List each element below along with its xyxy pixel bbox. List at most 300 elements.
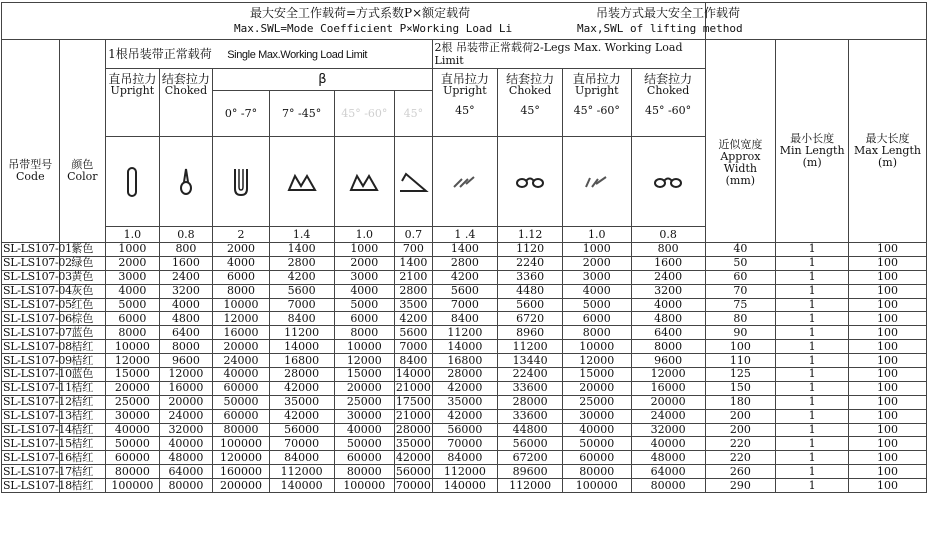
value-cell: 4000 xyxy=(159,298,213,312)
value-cell: 180 xyxy=(705,395,776,409)
value-cell: 20000 xyxy=(159,395,213,409)
value-cell: 4000 xyxy=(562,284,631,298)
value-cell: 2800 xyxy=(269,256,334,270)
code-header-cn: 吊带型号 xyxy=(8,158,53,171)
title-right-en: Max,SWL of lifting method xyxy=(577,22,743,35)
value-cell: 3200 xyxy=(159,284,213,298)
color-cell: 棕色 xyxy=(59,312,105,326)
value-cell: 220 xyxy=(705,437,776,451)
d-upright2-angle: 45° -60° xyxy=(573,104,620,117)
value-cell: 4200 xyxy=(432,270,498,284)
code-cell: SL-LS107-02 xyxy=(3,256,72,270)
value-cell: 100000 xyxy=(213,437,270,451)
color-cell: 桔红 xyxy=(59,437,105,451)
value-cell: 4000 xyxy=(213,256,270,270)
value-cell: 3200 xyxy=(631,284,705,298)
value-cell: 84000 xyxy=(432,451,498,465)
value-cell: 20000 xyxy=(334,381,395,395)
code-cell: SL-LS107-16 xyxy=(3,450,72,464)
value-cell: 5600 xyxy=(432,284,498,298)
value-cell: 90 xyxy=(705,326,776,340)
value-cell: 100 xyxy=(849,354,927,368)
code-cell: SL-LS107-10 xyxy=(3,367,72,381)
value-cell: 80000 xyxy=(213,423,270,437)
value-cell: 10000 xyxy=(334,340,395,354)
value-cell: 100 xyxy=(849,312,927,326)
value-cell: 14000 xyxy=(395,367,431,381)
table-row xyxy=(2,465,927,479)
value-cell: 1400 xyxy=(395,256,432,270)
color-header-en: Color xyxy=(67,170,98,183)
coefficient-cell: 1.12 xyxy=(498,227,563,243)
value-cell: 10000 xyxy=(562,340,631,354)
d-choked-en: Choked xyxy=(508,84,552,97)
coefficient-cell: 1.4 xyxy=(269,227,334,243)
value-cell: 40000 xyxy=(106,423,160,437)
value-cell: 260 xyxy=(705,465,776,479)
table-row xyxy=(2,270,927,284)
value-cell: 140000 xyxy=(269,479,334,493)
coefficient-cell: 1 .4 xyxy=(432,227,498,243)
value-cell: 100 xyxy=(849,465,927,479)
min-en: Min Length xyxy=(779,144,845,157)
d-choked2-header xyxy=(631,69,705,137)
value-cell: 1 xyxy=(776,381,849,395)
min-unit: (m) xyxy=(802,156,822,169)
value-cell: 17500 xyxy=(395,395,431,409)
value-cell: 140000 xyxy=(432,479,498,493)
max-cn: 最大长度 xyxy=(865,132,910,145)
value-cell: 25000 xyxy=(562,395,631,409)
value-cell: 1 xyxy=(776,284,849,298)
value-cell: 1 xyxy=(776,409,849,423)
value-cell: 42000 xyxy=(269,409,334,423)
code-cell: SL-LS107-15 xyxy=(3,436,72,450)
group-header-row xyxy=(2,40,927,69)
table-body xyxy=(2,243,927,493)
basket-wide-icon xyxy=(395,137,432,227)
double-load-title: 2根 吊装带正常载荷2-Legs Max. Working Load Limit xyxy=(434,41,683,67)
value-cell: 125 xyxy=(705,368,776,382)
d-choked2-angle: 45° -60° xyxy=(644,104,692,117)
value-cell: 48000 xyxy=(159,451,213,465)
color-cell: 桔红 xyxy=(59,409,105,423)
value-cell: 100 xyxy=(849,298,927,312)
value-cell: 4000 xyxy=(106,284,160,298)
sling-load-table xyxy=(1,2,927,493)
coefficient-cell: 1.0 xyxy=(562,227,631,243)
value-cell: 160000 xyxy=(213,465,270,479)
value-cell: 100 xyxy=(849,284,927,298)
table-row xyxy=(2,395,927,409)
value-cell: 42000 xyxy=(432,409,498,423)
value-cell: 1 xyxy=(776,354,849,368)
value-cell: 8000 xyxy=(159,340,213,354)
value-cell: 40000 xyxy=(213,368,270,382)
value-cell: 2100 xyxy=(395,270,432,284)
choked-sling-icon xyxy=(159,137,213,227)
value-cell: 16800 xyxy=(269,354,334,368)
value-cell: 8000 xyxy=(631,340,705,354)
value-cell: 5600 xyxy=(498,298,563,312)
min-length-header xyxy=(776,40,849,243)
value-cell: 14000 xyxy=(269,340,334,354)
value-cell: 70000 xyxy=(432,437,498,451)
table-row xyxy=(2,437,927,451)
value-cell: 75 xyxy=(705,298,776,312)
value-cell: 56000 xyxy=(395,464,431,478)
value-cell: 1 xyxy=(776,479,849,493)
value-cell: 12000 xyxy=(631,368,705,382)
d-choked2-en: Choked xyxy=(646,84,690,97)
value-cell: 33600 xyxy=(498,381,563,395)
value-cell: 35000 xyxy=(432,395,498,409)
value-cell: 11200 xyxy=(432,326,498,340)
value-cell: 6400 xyxy=(631,326,705,340)
value-cell: 6000 xyxy=(334,312,395,326)
coefficient-cell: 0.8 xyxy=(159,227,213,243)
value-cell: 42000 xyxy=(395,450,431,464)
value-cell: 16800 xyxy=(432,354,498,368)
value-cell: 100 xyxy=(849,340,927,354)
code-cell: SL-LS107-03 xyxy=(3,270,72,284)
value-cell: 42000 xyxy=(269,381,334,395)
value-cell: 5000 xyxy=(106,298,160,312)
color-cell: 蓝色 xyxy=(59,326,105,340)
value-cell: 3000 xyxy=(106,270,160,284)
upright-sling-icon xyxy=(106,137,160,227)
value-cell: 2800 xyxy=(395,284,432,298)
value-cell: 12000 xyxy=(334,354,395,368)
value-cell: 40000 xyxy=(631,437,705,451)
d-choked2-cn: 结套拉力 xyxy=(644,72,693,86)
code-header xyxy=(2,40,60,243)
color-cell: 桔红 xyxy=(59,465,105,479)
code-header-en: Code xyxy=(16,170,45,183)
single-load-cn: 1根吊装带正常载荷 xyxy=(108,46,212,61)
value-cell: 200 xyxy=(705,409,776,423)
table-row xyxy=(2,284,927,298)
color-cell: 紫色 xyxy=(59,243,105,257)
value-cell: 1600 xyxy=(631,256,705,270)
color-cell: 桔红 xyxy=(59,395,105,409)
value-cell: 35000 xyxy=(395,436,431,450)
value-cell: 2000 xyxy=(334,256,395,270)
value-cell: 50000 xyxy=(562,437,631,451)
coefficient-cell: 1.0 xyxy=(334,227,395,243)
value-cell: 4200 xyxy=(395,312,432,326)
value-cell: 1000 xyxy=(334,243,395,257)
value-cell: 100000 xyxy=(106,479,160,493)
value-cell: 100 xyxy=(849,326,927,340)
d-upright-angle: 45° xyxy=(455,104,475,117)
value-cell: 56000 xyxy=(269,423,334,437)
value-cell: 40000 xyxy=(334,423,395,437)
width-cn: 近似宽度 xyxy=(718,138,763,151)
single-load-header xyxy=(106,40,432,69)
value-cell: 67200 xyxy=(498,451,563,465)
code-cell: SL-LS107-07 xyxy=(3,325,72,339)
table-row xyxy=(2,354,927,368)
value-cell: 12000 xyxy=(159,368,213,382)
value-cell: 1600 xyxy=(159,256,213,270)
angle-45-60: 45° -60° xyxy=(334,91,395,137)
upright-cn: 直吊拉力 xyxy=(108,72,157,86)
value-cell: 80000 xyxy=(334,465,395,479)
value-cell: 100 xyxy=(849,423,927,437)
value-cell: 8000 xyxy=(562,326,631,340)
table-row xyxy=(2,423,927,437)
color-cell: 绿色 xyxy=(59,256,105,270)
table-row xyxy=(2,479,927,493)
value-cell: 1120 xyxy=(498,243,563,257)
code-cell: SL-LS107-04 xyxy=(3,284,72,298)
table-row xyxy=(2,381,927,395)
d-upright2-header xyxy=(562,69,631,137)
code-cell: SL-LS107-14 xyxy=(3,423,72,437)
value-cell: 24000 xyxy=(159,409,213,423)
color-cell: 桔红 xyxy=(59,423,105,437)
d-upright2-cn: 直吊拉力 xyxy=(572,72,621,86)
value-cell: 1 xyxy=(776,437,849,451)
value-cell: 100 xyxy=(849,381,927,395)
color-header xyxy=(59,40,105,243)
value-cell: 8400 xyxy=(432,312,498,326)
value-cell: 12000 xyxy=(106,354,160,368)
code-cell: SL-LS107-17 xyxy=(3,464,72,478)
table-row xyxy=(2,312,927,326)
value-cell: 8000 xyxy=(106,326,160,340)
value-cell: 28000 xyxy=(395,423,431,437)
color-cell: 红色 xyxy=(59,298,105,312)
color-cell: 桔红 xyxy=(59,354,105,368)
value-cell: 100 xyxy=(849,479,927,493)
value-cell: 1 xyxy=(776,340,849,354)
value-cell: 8400 xyxy=(395,354,432,368)
value-cell: 13440 xyxy=(498,354,563,368)
value-cell: 2400 xyxy=(631,270,705,284)
value-cell: 4480 xyxy=(498,284,563,298)
value-cell: 60000 xyxy=(106,451,160,465)
value-cell: 60000 xyxy=(562,451,631,465)
value-cell: 12000 xyxy=(562,354,631,368)
value-cell: 1 xyxy=(776,298,849,312)
value-cell: 28000 xyxy=(432,368,498,382)
single-load-en: Single Max.Working Load Limit xyxy=(227,48,368,61)
coefficient-cell: 0.8 xyxy=(631,227,705,243)
color-cell: 桔红 xyxy=(59,381,105,395)
value-cell: 2000 xyxy=(106,256,160,270)
value-cell: 4000 xyxy=(631,298,705,312)
value-cell: 60000 xyxy=(213,409,270,423)
value-cell: 4800 xyxy=(631,312,705,326)
title-row xyxy=(2,3,927,40)
value-cell: 1 xyxy=(776,368,849,382)
title-right-cn: 吊装方式最大安全工作载荷 xyxy=(596,6,741,20)
value-cell: 64000 xyxy=(631,465,705,479)
coefficient-cell: 2 xyxy=(213,227,270,243)
d-choked-cn: 结套拉力 xyxy=(506,72,555,86)
value-cell: 220 xyxy=(705,451,776,465)
choked-cn: 结套拉力 xyxy=(161,72,210,86)
value-cell: 6720 xyxy=(498,312,563,326)
value-cell: 8000 xyxy=(334,326,395,340)
value-cell: 16000 xyxy=(159,381,213,395)
table-row xyxy=(2,326,927,340)
value-cell: 120000 xyxy=(213,451,270,465)
value-cell: 21000 xyxy=(395,381,431,395)
value-cell: 100 xyxy=(849,409,927,423)
value-cell: 200000 xyxy=(213,479,270,493)
value-cell: 12000 xyxy=(213,312,270,326)
value-cell: 30000 xyxy=(106,409,160,423)
value-cell: 1 xyxy=(776,465,849,479)
width-unit: (mm) xyxy=(725,174,756,187)
value-cell: 25000 xyxy=(106,395,160,409)
value-cell: 5000 xyxy=(334,298,395,312)
value-cell: 100 xyxy=(849,395,927,409)
value-cell: 30000 xyxy=(334,409,395,423)
color-cell: 灰色 xyxy=(59,284,105,298)
value-cell: 100 xyxy=(849,437,927,451)
max-unit: (m) xyxy=(878,156,898,169)
angle-7-45: 7° -45° xyxy=(269,91,334,137)
value-cell: 80 xyxy=(705,312,776,326)
value-cell: 100 xyxy=(705,340,776,354)
d-upright2-en: Upright xyxy=(574,84,619,97)
value-cell: 35000 xyxy=(269,395,334,409)
width-header xyxy=(705,40,776,243)
table-row xyxy=(2,243,927,257)
value-cell: 1 xyxy=(776,451,849,465)
value-cell: 150 xyxy=(705,381,776,395)
value-cell: 9600 xyxy=(631,354,705,368)
color-cell: 桔红 xyxy=(59,479,105,493)
value-cell: 100 xyxy=(849,270,927,284)
value-cell: 3500 xyxy=(395,298,432,312)
value-cell: 4200 xyxy=(269,270,334,284)
value-cell: 4800 xyxy=(159,312,213,326)
value-cell: 7000 xyxy=(432,298,498,312)
value-cell: 112000 xyxy=(498,479,563,493)
value-cell: 800 xyxy=(631,243,705,257)
value-cell: 100 xyxy=(849,451,927,465)
value-cell: 1 xyxy=(776,270,849,284)
value-cell: 1000 xyxy=(562,243,631,257)
color-cell: 桔红 xyxy=(59,340,105,354)
value-cell: 1 xyxy=(776,423,849,437)
value-cell: 20000 xyxy=(213,340,270,354)
value-cell: 50000 xyxy=(334,437,395,451)
value-cell: 10000 xyxy=(106,340,160,354)
value-cell: 28000 xyxy=(498,395,563,409)
value-cell: 290 xyxy=(705,479,776,493)
table-row xyxy=(2,256,927,270)
angle-45: 45° xyxy=(395,91,432,137)
value-cell: 6000 xyxy=(106,312,160,326)
value-cell: 50000 xyxy=(106,437,160,451)
value-cell: 20000 xyxy=(562,381,631,395)
code-cell: SL-LS107-01 xyxy=(3,242,72,256)
double-load-header xyxy=(432,40,705,69)
value-cell: 6000 xyxy=(213,270,270,284)
coefficient-cell: 1.0 xyxy=(106,227,160,243)
value-cell: 6000 xyxy=(562,312,631,326)
value-cell: 70000 xyxy=(269,437,334,451)
value-cell: 20000 xyxy=(106,381,160,395)
max-en: Max Length xyxy=(854,144,921,157)
choked-header xyxy=(159,69,213,137)
value-cell: 40 xyxy=(705,243,776,257)
value-cell: 8400 xyxy=(269,312,334,326)
value-cell: 60000 xyxy=(334,451,395,465)
value-cell: 1000 xyxy=(106,243,160,257)
d-choked-header xyxy=(498,69,563,137)
value-cell: 15000 xyxy=(562,368,631,382)
value-cell: 40000 xyxy=(159,437,213,451)
value-cell: 24000 xyxy=(213,354,270,368)
basket-angle-icon xyxy=(334,137,395,227)
code-cell: SL-LS107-11 xyxy=(3,381,72,395)
upright-header xyxy=(106,69,160,137)
value-cell: 112000 xyxy=(432,465,498,479)
value-cell: 42000 xyxy=(432,381,498,395)
code-cell: SL-LS107-08 xyxy=(3,339,72,353)
value-cell: 7000 xyxy=(395,340,432,354)
value-cell: 15000 xyxy=(106,368,160,382)
value-cell: 11200 xyxy=(269,326,334,340)
value-cell: 4000 xyxy=(334,284,395,298)
value-cell: 3000 xyxy=(334,270,395,284)
two-leg-icon xyxy=(432,137,498,227)
value-cell: 3000 xyxy=(562,270,631,284)
value-cell: 20000 xyxy=(631,395,705,409)
value-cell: 100 xyxy=(849,256,927,270)
value-cell: 200 xyxy=(705,423,776,437)
value-cell: 32000 xyxy=(159,423,213,437)
table-row xyxy=(2,451,927,465)
value-cell: 6400 xyxy=(159,326,213,340)
value-cell: 16000 xyxy=(213,326,270,340)
value-cell: 28000 xyxy=(269,368,334,382)
table-row xyxy=(2,340,927,354)
d-upright-header xyxy=(432,69,498,137)
value-cell: 22400 xyxy=(498,368,563,382)
value-cell: 80000 xyxy=(631,479,705,493)
color-cell: 黄色 xyxy=(59,270,105,284)
value-cell: 2400 xyxy=(159,270,213,284)
value-cell: 30000 xyxy=(562,409,631,423)
value-cell: 100 xyxy=(849,368,927,382)
value-cell: 40000 xyxy=(562,423,631,437)
angle-0-7: 0° -7° xyxy=(213,91,270,137)
width-en1: Approx xyxy=(720,150,761,163)
value-cell: 1400 xyxy=(432,243,498,257)
title-left-cn: 最大安全工作载荷=方式系数P×额定载荷 xyxy=(250,6,471,20)
value-cell: 100 xyxy=(849,243,927,257)
value-cell: 5600 xyxy=(395,326,432,340)
width-en2: Width xyxy=(723,162,757,175)
two-leg-choked-icon xyxy=(498,137,563,227)
value-cell: 14000 xyxy=(432,340,498,354)
value-cell: 10000 xyxy=(213,298,270,312)
value-cell: 100000 xyxy=(562,479,631,493)
value-cell: 8000 xyxy=(213,284,270,298)
value-cell: 70 xyxy=(705,284,776,298)
d-upright-en: Upright xyxy=(443,84,487,97)
value-cell: 2800 xyxy=(432,256,498,270)
value-cell: 800 xyxy=(159,243,213,257)
